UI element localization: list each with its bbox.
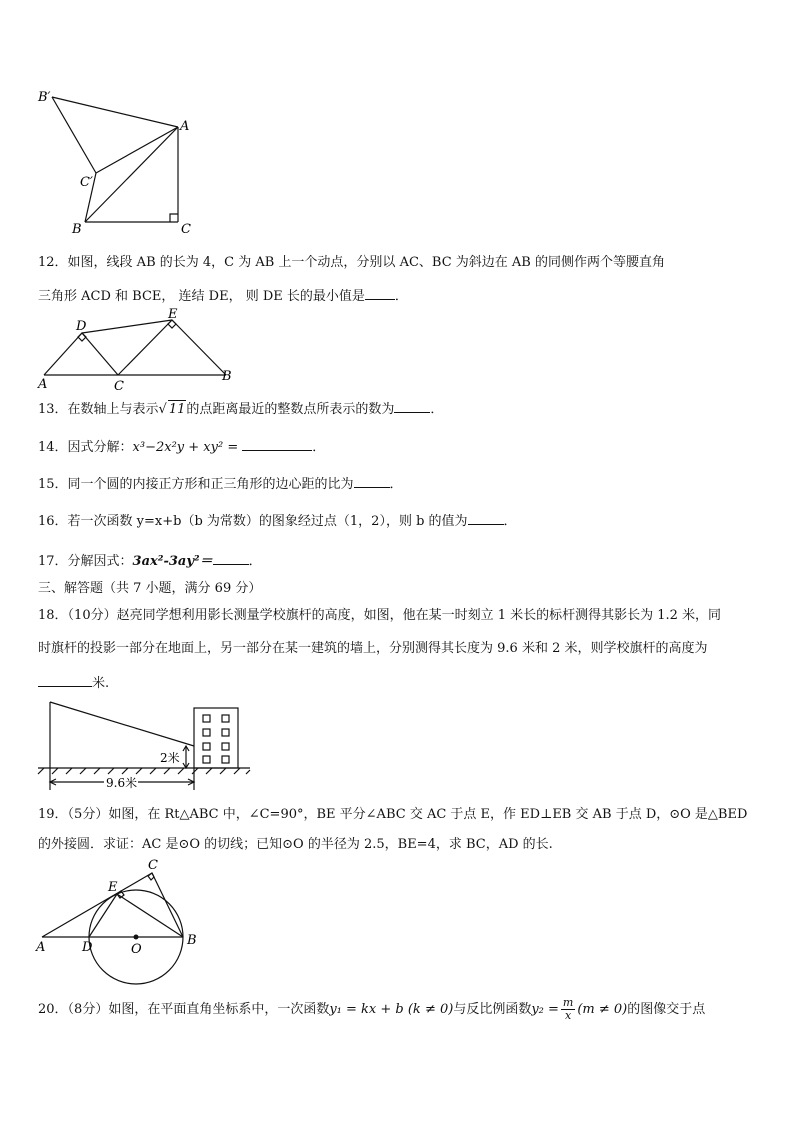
label-a: A <box>180 119 190 134</box>
label-c: C <box>114 379 124 394</box>
label-b: B <box>187 933 197 948</box>
q17-end: ． <box>248 554 262 569</box>
label-b: B <box>222 369 232 384</box>
q17 <box>38 550 262 571</box>
q16 <box>38 510 517 531</box>
q12-line1: 12．如图，线段 AB 的长为 4，C 为 AB 上一个动点，分别以 AC、BC 为斜边在 AB 的同侧作两个等腰直角 <box>38 255 665 270</box>
q19-line2: 的外接圆．求证：AC 是⊙O 的切线；已知⊙O 的半径为 2.5，BE=4，求 BC，AD 的长. <box>38 837 553 852</box>
q14-expr: x³−2x²y + xy² = <box>132 440 239 455</box>
q14-text: 14．因式分解： <box>38 440 133 455</box>
q12-line2-end: ． <box>394 289 408 304</box>
q20-f2-den: x <box>565 1009 572 1022</box>
q18-line1: 18．（10分）赵亮同学想利用影长测量学校旗杆的高度，如图，他在某一时刻立 1 米长的标杆测得其影长为 1.2 米，同 <box>38 608 722 623</box>
q15 <box>38 473 403 494</box>
q15-text: 15．同一个圆的内接正方形和正三角形的边心距的比为 <box>38 477 354 492</box>
label-d: D <box>76 319 87 334</box>
q13-text-post: 的点距离最近的整数点所表示的数为 <box>186 402 395 417</box>
q14-end: ． <box>312 440 326 455</box>
answer-blank <box>242 436 312 451</box>
label-c: C <box>181 222 191 235</box>
label-b: B <box>72 222 82 235</box>
q15-end: ． <box>389 477 403 492</box>
figure-q18 <box>36 698 256 796</box>
q17-text: 17．分解因式： <box>38 554 133 569</box>
q12-line2 <box>38 285 408 306</box>
q19-line1: 19．（5分）如图，在 Rt△ABC 中，∠C=90°，BE 平分∠ABC 交 AC 于点 E，作 ED⊥EB 交 AB 于点 D，⊙O 是△BED <box>38 807 748 822</box>
figure-q19 <box>30 856 220 992</box>
q20-fraction <box>561 997 575 1022</box>
q13: 13．在数轴上与表示√ 11的点距离最近的整数点所表示的数为 ． <box>38 398 443 419</box>
answer-blank <box>394 398 430 413</box>
q13-end: ． <box>430 402 444 417</box>
answer-blank <box>213 550 249 565</box>
wall-length-label: 2米 <box>160 751 180 765</box>
q18-line3-text: 米. <box>92 676 110 691</box>
ground-length-label: 9.6米 <box>106 776 138 790</box>
section-title: 三、解答题（共 7 小题，满分 69 分） <box>38 581 262 596</box>
q20-text-mid: 与反比例函数 <box>453 1002 532 1017</box>
q17-expr: 3ax²-3ay²＝ <box>132 554 213 569</box>
answer-blank <box>38 672 92 687</box>
answer-blank <box>354 473 390 488</box>
label-cprime: C′ <box>80 175 93 190</box>
q20-f2-lhs: y₂ = <box>531 1002 559 1017</box>
label-d: D <box>82 940 93 955</box>
figure-q12 <box>30 308 240 394</box>
q14 <box>38 436 325 457</box>
q18-line2: 时旗杆的投影一部分在地面上，另一部分在某一建筑的墙上，分别测得其长度为 9.6 米和 2 米，则学校旗杆的高度为 <box>38 641 708 656</box>
q20-text-pre: 20．（8分）如图，在平面直角坐标系中，一次函数 <box>38 1002 330 1017</box>
answer-blank <box>365 285 395 300</box>
label-o: O <box>131 942 142 957</box>
label-a: A <box>36 940 46 955</box>
label-a: A <box>38 377 48 392</box>
q16-end: ． <box>503 514 517 529</box>
q20 <box>38 997 705 1022</box>
q13-text-pre: 13．在数轴上与表示 <box>38 402 159 417</box>
q13-radicand: 11 <box>168 402 186 417</box>
figure-q11 <box>30 85 210 235</box>
label-e: E <box>108 880 118 895</box>
label-bprime: B′ <box>38 90 51 105</box>
q20-linear-function: y₁ = kx + b (k ≠ 0) <box>329 1002 454 1017</box>
q20-f2-num: m <box>562 996 574 1009</box>
q20-text-post: 的图像交于点 <box>627 1002 706 1017</box>
q20-f2-cond: (m ≠ 0) <box>577 1002 628 1017</box>
label-e: E <box>168 308 178 322</box>
q12-line2-text: 三角形 ACD 和 BCE， 连结 DE， 则 DE 长的最小值是 <box>38 289 365 304</box>
q18-line3 <box>38 672 109 693</box>
label-c: C <box>148 858 158 873</box>
answer-blank <box>468 510 504 525</box>
q16-text: 16．若一次函数 y=x+b（b 为常数）的图象经过点（1，2），则 b 的值为 <box>38 514 468 529</box>
